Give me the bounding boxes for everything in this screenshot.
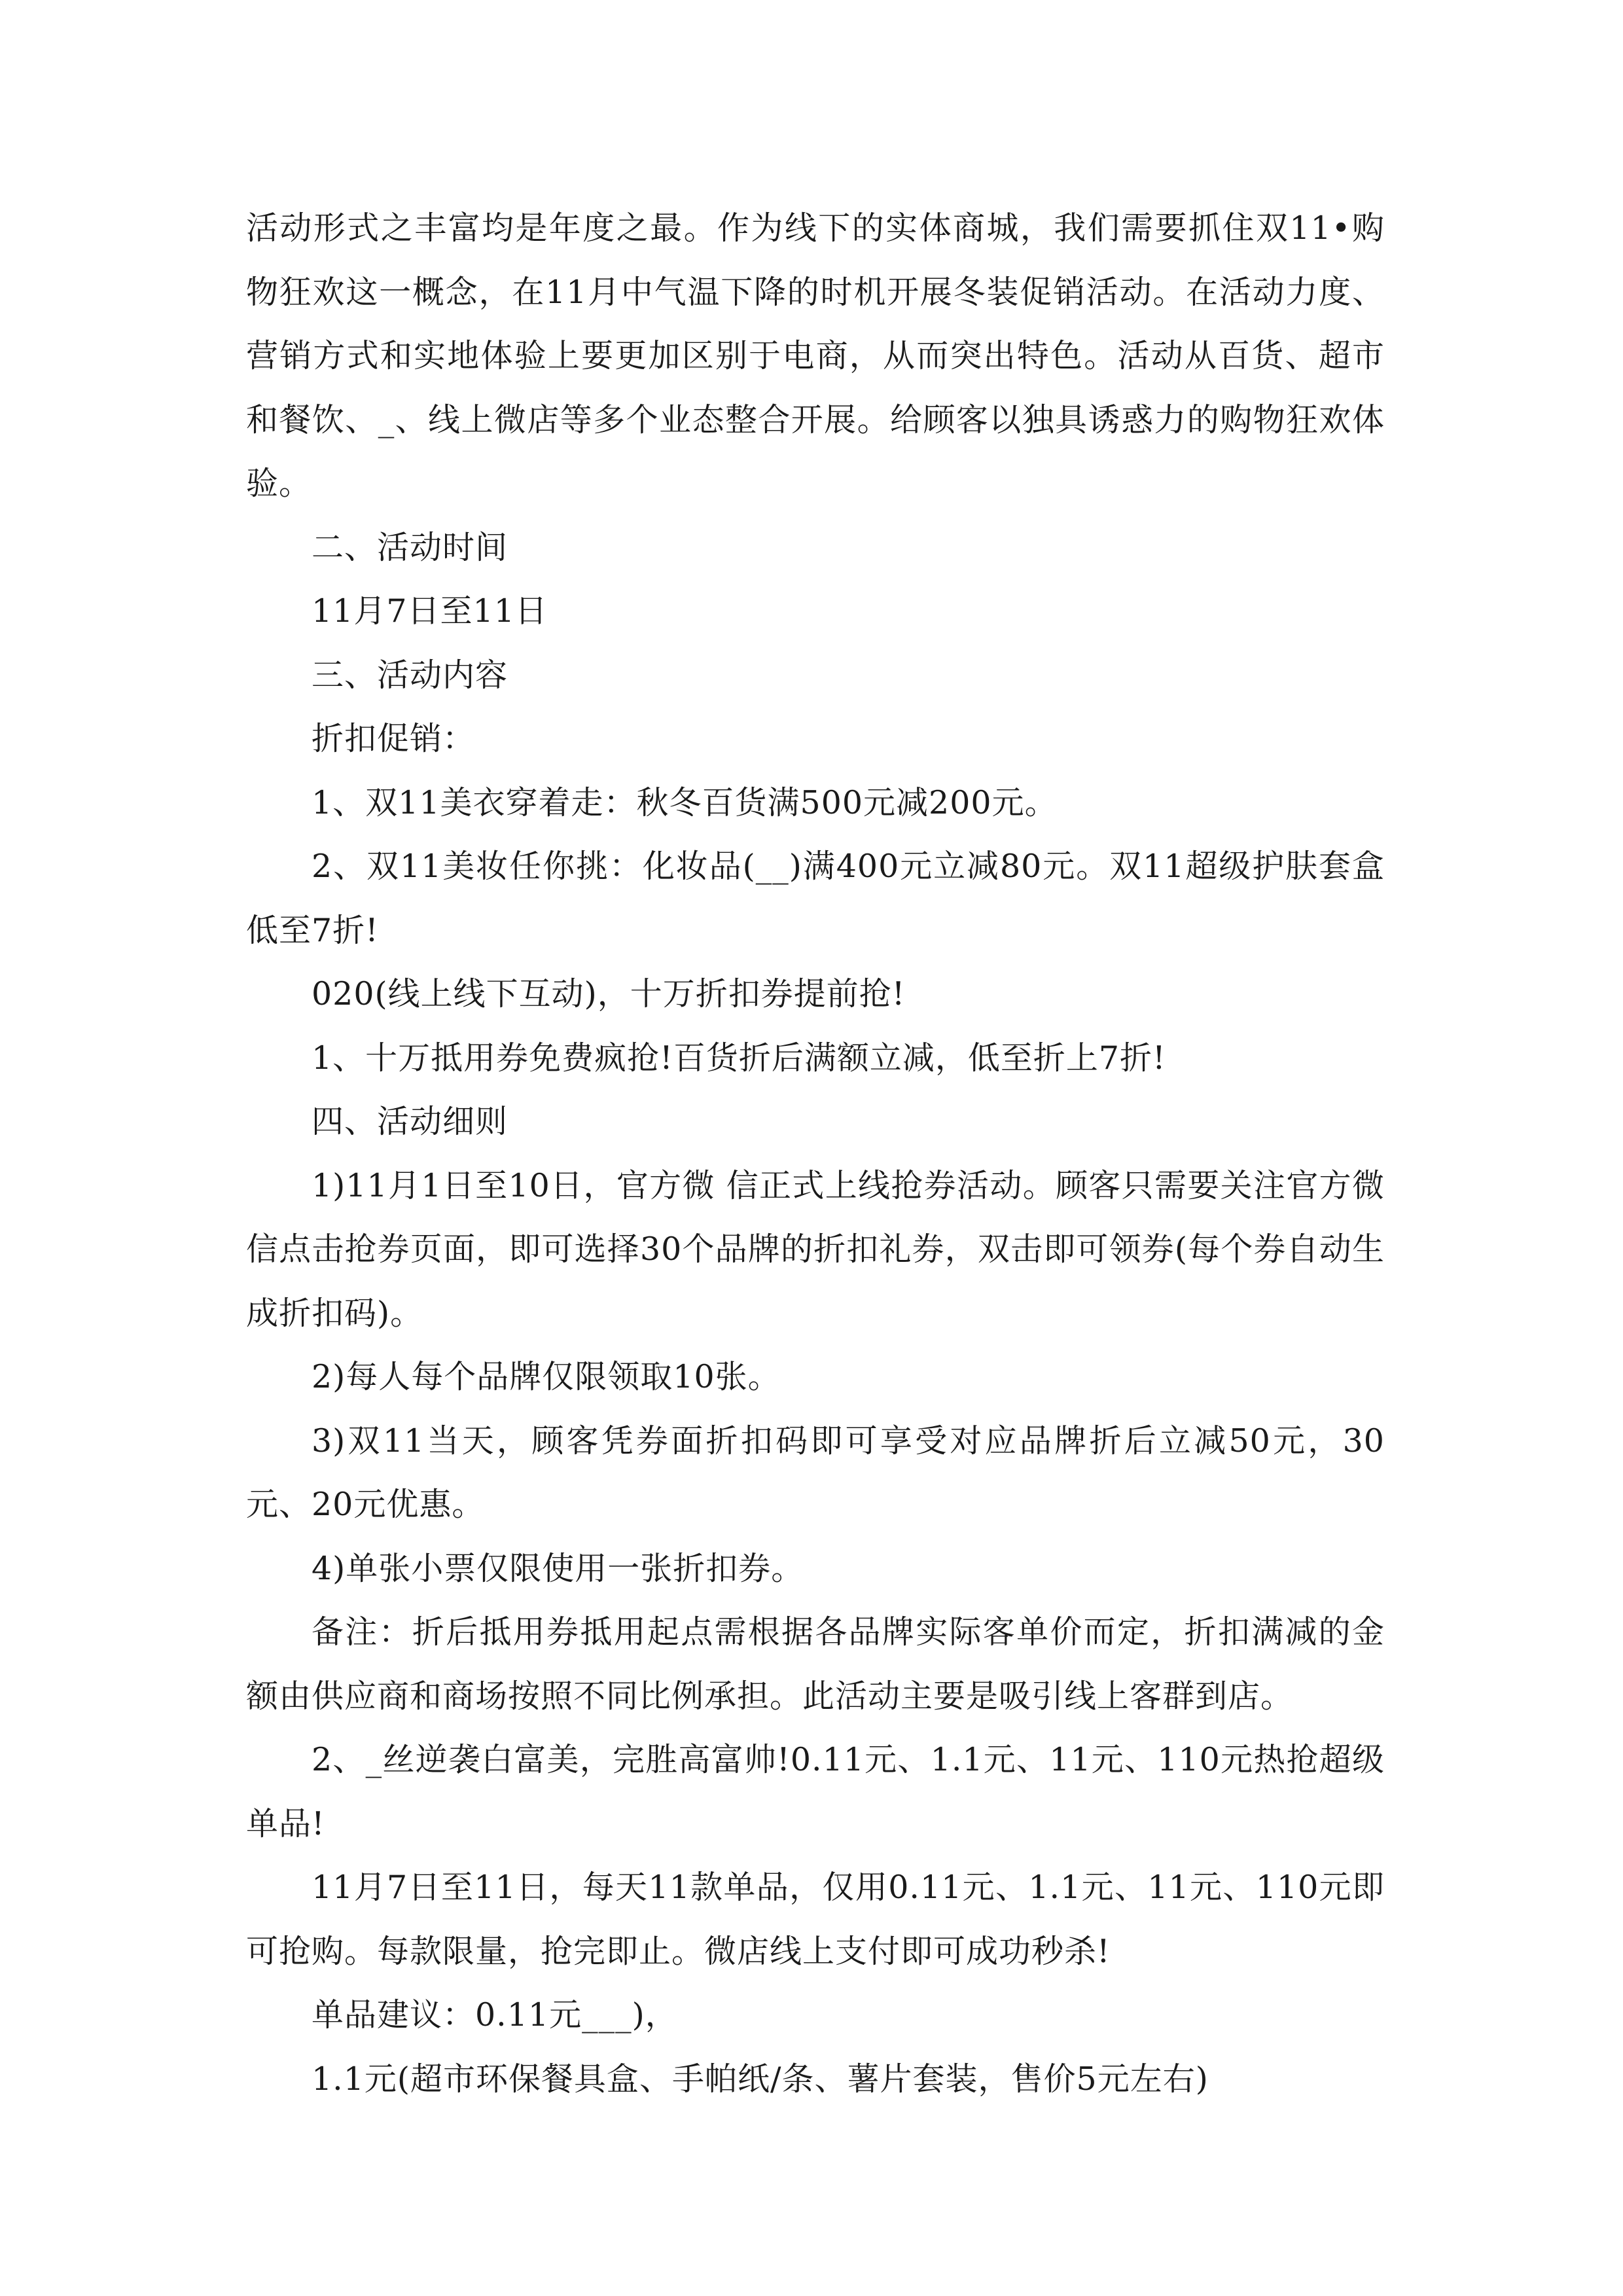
rule-item-1: 1)11月1日至10日，官方微 信正式上线抢券活动。顾客只需要关注官方微信点击抢券页面，即可选择30个品牌的折扣礼券，双击即可领券(每个券自动生成折扣码)。	[246, 1166, 1385, 1332]
paragraph-product-suggestion: 单品建议：0.11元___)，	[312, 1996, 678, 2034]
rule-item-4: 4)单张小票仅限使用一张折扣券。	[312, 1549, 804, 1587]
heading-activity-content: 三、活动内容	[312, 656, 508, 694]
rule-item-3: 3)双11当天，顾客凭券面折扣码即可享受对应品牌折后立减50元，30元、20元优惠。	[246, 1422, 1385, 1523]
list-item-cosmetics: 2、双11美妆任你挑：化妆品(__)满400元立减80元。双11超级护肤套盒低至7折!	[246, 848, 1385, 949]
list-item-clothing: 1、双11美衣穿着走：秋冬百货满500元减200元。	[312, 783, 1058, 821]
document-body	[246, 196, 1385, 2111]
paragraph-product-price-tier: 1.1元(超市环保餐具盒、手帕纸/条、薯片套装，售价5元左右)	[312, 2060, 1209, 2098]
list-item-vouchers: 1、十万抵用券免费疯抢!百货折后满额立减，低至折上7折!	[312, 1039, 1166, 1077]
heading-activity-time: 二、活动时间	[312, 528, 508, 566]
paragraph-intro: 活动形式之丰富均是年度之最。作为线下的实体商城，我们需要抓住双11•购物狂欢这一概念，在11月中气温下降的时机开展冬装促销活动。在活动力度、营销方式和实地体验上要更加区别于电商，从而突出特色。活动从百货、超市和餐饮、_、线上微店等多个业态整合开展。给顾客以独具诱惑力的购物狂欢体验。	[246, 209, 1385, 502]
subheading-discount-promo: 折扣促销：	[312, 720, 476, 757]
paragraph-activity-dates: 11月7日至11日	[312, 592, 548, 630]
paragraph-flash-sale-details: 11月7日至11日，每天11款单品，仅用0.11元、1.1元、11元、110元即可抢购。每款限量，抢完即止。微店线上支付即可成功秒杀!	[246, 1869, 1385, 1970]
heading-activity-rules: 四、活动细则	[312, 1103, 508, 1140]
subheading-o2o: 020(线上线下互动)，十万折扣券提前抢!	[312, 975, 906, 1013]
paragraph-remark: 备注：折后抵用券抵用起点需根据各品牌实际客单价而定，折扣满减的金额由供应商和商场按照不同比例承担。此活动主要是吸引线上客群到店。	[246, 1613, 1385, 1715]
rule-item-2: 2)每人每个品牌仅限领取10张。	[312, 1358, 781, 1395]
list-item-flash-sale: 2、_丝逆袭白富美，完胜高富帅!0.11元、1.1元、11元、110元热抢超级单品!	[246, 1741, 1385, 1842]
